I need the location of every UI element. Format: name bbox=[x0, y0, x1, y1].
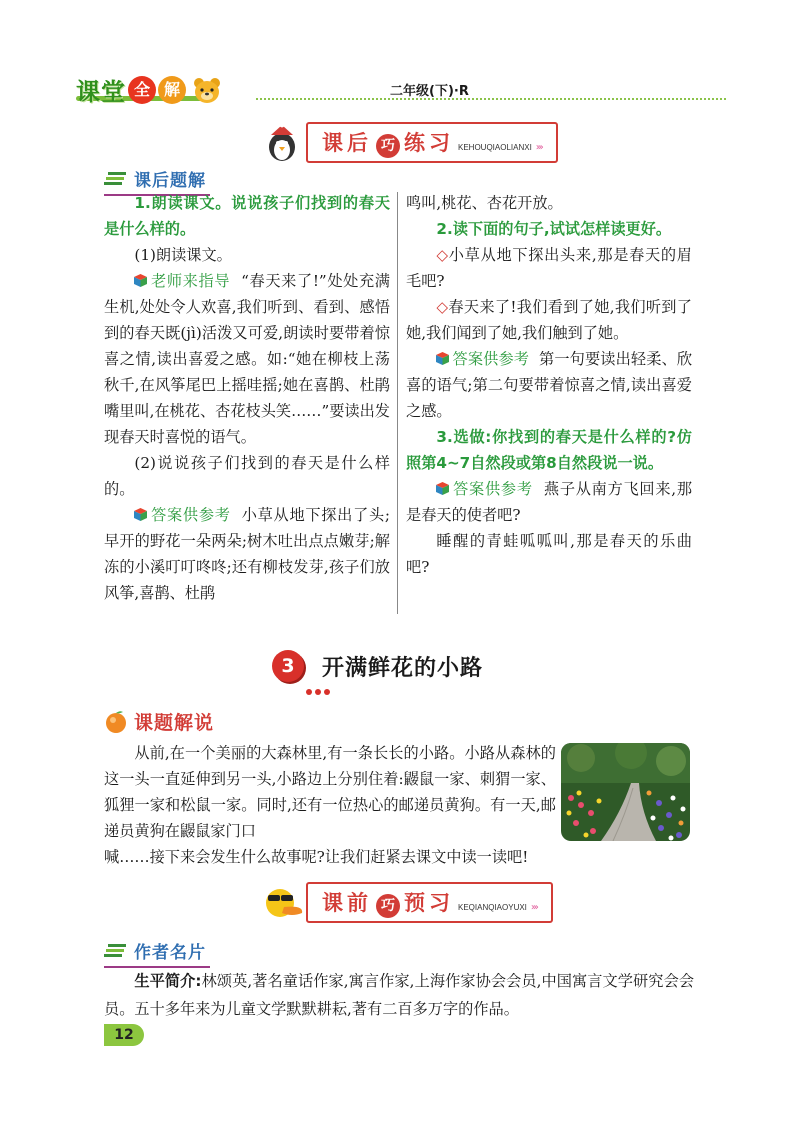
lesson-dots bbox=[306, 680, 333, 699]
diamond-bullet: ◇ bbox=[436, 246, 449, 264]
banner-after-class bbox=[262, 122, 558, 163]
question-1: 1.朗读课文。说说孩子们找到的春天是什么样的。 bbox=[104, 194, 390, 238]
stripes-icon bbox=[104, 171, 128, 187]
penguin-mascot-icon bbox=[262, 123, 306, 163]
banner-after-qiao: 巧 bbox=[376, 134, 400, 158]
header-dotted-rule bbox=[256, 98, 726, 100]
grade-label: 二年级(下)·R bbox=[390, 84, 469, 99]
banner-after-box bbox=[306, 122, 558, 163]
tag-answer-ref: 答案供参考 bbox=[150, 506, 231, 524]
brand-word: 课堂 bbox=[76, 78, 126, 106]
subsection-author-label: 作者名片 bbox=[134, 943, 206, 963]
column-divider bbox=[397, 192, 398, 614]
cube-icon bbox=[134, 274, 147, 287]
left-para-4-text: 小草从地下探出了头;早开的野花一朵两朵;树木吐出点点嫩芽;解冻的小溪叮叮咚咚;还有柳枝发芽,孩子们放风筝,喜鹊、杜鹃 bbox=[104, 506, 390, 602]
intro-label: 课题解说 bbox=[134, 712, 215, 734]
page-header bbox=[76, 66, 726, 106]
question-2: 2.读下面的句子,试试怎样读更好。 bbox=[436, 220, 672, 238]
left-para-4 bbox=[104, 502, 390, 606]
banner-before-pinyin: KEQIANQIAOYUXI bbox=[458, 903, 527, 912]
page-number: 12 bbox=[104, 1024, 144, 1046]
banner-after-title-a: 课后 bbox=[322, 131, 372, 155]
right-para-2-text: 第一句要读出轻柔、欣喜的语气;第二句要带着惊喜之情,读出喜爱之感。 bbox=[406, 350, 693, 420]
brand-char-quan: 全 bbox=[128, 76, 156, 104]
sentence-2-text: 春天来了!我们看到了她,我们听到了她,我们闻到了她,我们触到了她。 bbox=[406, 298, 692, 342]
flower-path-photo bbox=[561, 743, 690, 841]
right-para-3-text: 燕子从南方飞回来,那是春天的使者吧? bbox=[406, 480, 693, 524]
left-column bbox=[104, 190, 390, 606]
banner-before-box bbox=[306, 882, 553, 923]
left-para-1: (1)朗读课文。 bbox=[134, 246, 232, 264]
right-para-4: 睡醒的青蛙呱呱叫,那是春天的乐曲吧? bbox=[406, 532, 692, 576]
tag-answer-ref: 答案供参考 bbox=[452, 480, 533, 498]
left-para-2 bbox=[104, 268, 390, 450]
banner-before-qiao: 巧 bbox=[376, 894, 400, 918]
bear-mascot-icon bbox=[190, 75, 224, 105]
lesson-heading bbox=[272, 650, 483, 682]
lesson-number: 3 bbox=[272, 650, 304, 682]
tag-answer-ref: 答案供参考 bbox=[452, 350, 530, 368]
banner-before-arrows: ››› bbox=[530, 902, 537, 913]
sentence-2 bbox=[406, 294, 692, 346]
banner-after-pinyin: KEHOUQIAOLIANXI bbox=[458, 143, 532, 152]
banner-after-title-b: 练习 bbox=[404, 131, 454, 155]
banner-before-title-b: 预习 bbox=[404, 891, 454, 915]
subsection-author-card bbox=[104, 938, 206, 963]
brand-char-jie: 解 bbox=[158, 76, 186, 104]
brand-logo bbox=[76, 72, 224, 107]
duck-mascot-icon bbox=[262, 883, 306, 923]
intro-heading bbox=[104, 708, 214, 735]
cube-icon bbox=[134, 508, 147, 521]
banner-before-title-a: 课前 bbox=[322, 891, 372, 915]
intro-paragraph: 从前,在一个美丽的大森林里,有一条长长的小路。小路从森林的这一头一直延伸到另一头,小路边上分别住着:鼹鼠一家、刺猬一家、狐狸一家和松鼠一家。同时,还有一位热心的邮递员黄狗。有一天,邮递员黄狗在鼹鼠家门口 bbox=[104, 744, 556, 840]
author-bio-text: 林颂英,著名童话作家,寓言作家,上海作家协会会员,中国寓言文学研究会会员。五十多年来为儿童文学默默耕耘,著有二百多万字的作品。 bbox=[104, 972, 695, 1018]
banner-after-arrows: ››› bbox=[535, 142, 542, 153]
subsection-after-answers bbox=[104, 166, 206, 191]
intro-paragraph-end: 喊……接下来会发生什么故事呢?让我们赶紧去课文中读一读吧! bbox=[104, 848, 529, 866]
cube-icon bbox=[436, 352, 449, 365]
left-para-3: (2)说说孩子们找到的春天是什么样的。 bbox=[104, 454, 390, 498]
banner-before-class bbox=[262, 882, 553, 923]
stripes-icon bbox=[104, 943, 128, 959]
left-para-2-text: “春天来了!”处处充满生机,处处令人欢喜,我们听到、看到、感悟到的春天既(jì)活泼又可爱,朗读时要带着惊喜之情,读出喜爱之感。如:“她在柳枝上荡秋千,在风筝尾巴上摇哇摇;她在喜鹊、杜鹃嘴里叫,在桃花、杏花枝头笑……”要读出发现春天时喜悦的语气。 bbox=[104, 272, 390, 446]
right-para-1: 鸣叫,桃花、杏花开放。 bbox=[406, 194, 563, 212]
question-3: 3.选做:你找到的春天是什么样的?仿照第4~7自然段或第8自然段说一说。 bbox=[406, 428, 692, 472]
author-bio bbox=[104, 967, 694, 1023]
author-bio-label: 生平简介: bbox=[134, 972, 202, 990]
orange-ball-icon bbox=[104, 710, 128, 734]
cube-icon bbox=[436, 482, 449, 495]
sentence-1 bbox=[406, 242, 692, 294]
diamond-bullet: ◇ bbox=[436, 298, 449, 316]
right-para-2 bbox=[406, 346, 692, 424]
lesson-title: 开满鲜花的小路 bbox=[322, 655, 484, 681]
sentence-1-text: 小草从地下探出头来,那是春天的眉毛吧? bbox=[406, 246, 692, 290]
right-para-3 bbox=[406, 476, 692, 528]
right-column bbox=[406, 190, 692, 580]
tag-teacher-guide: 老师来指导 bbox=[150, 272, 231, 290]
subsection-after-label: 课后题解 bbox=[134, 171, 206, 191]
